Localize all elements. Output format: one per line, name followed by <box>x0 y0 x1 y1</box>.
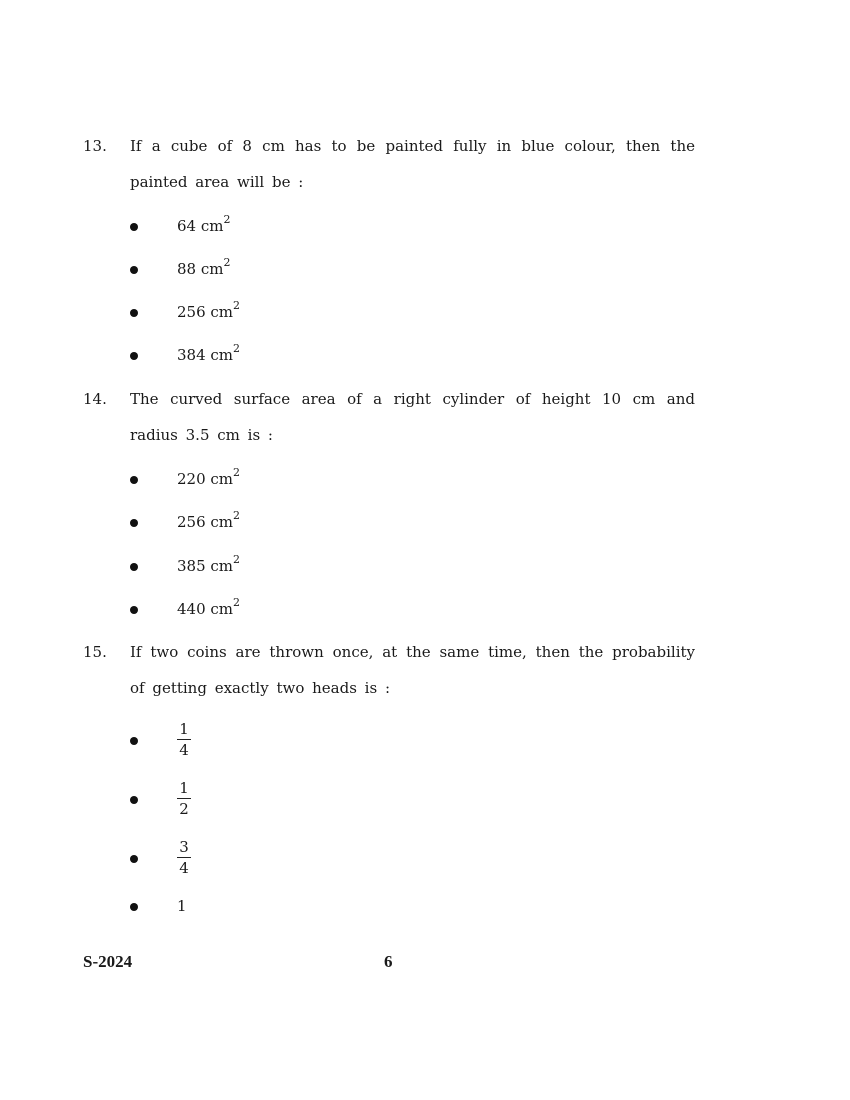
option-13-c[interactable] <box>0 294 850 334</box>
option-15-d[interactable] <box>0 888 850 928</box>
bullet-icon <box>130 223 138 231</box>
option-text: 220 $cm^2$ <box>177 466 241 488</box>
option-14-b[interactable] <box>0 504 850 544</box>
option-15-b[interactable] <box>0 779 850 819</box>
bullet-icon <box>130 606 138 614</box>
fraction-denominator: 4 <box>179 741 189 759</box>
option-14-a[interactable] <box>0 461 850 501</box>
bullet-icon <box>130 903 138 911</box>
bullet-icon <box>130 737 138 745</box>
bullet-icon <box>130 266 138 274</box>
paper-code: S-2024 <box>83 952 133 971</box>
option-text: 385 $cm^2$ <box>177 553 241 575</box>
option-14-d[interactable] <box>0 591 850 631</box>
fraction-numerator: 1 <box>177 720 191 740</box>
question-text: If a cube of 8 cm has to be painted fully in blue colour, then the painted area will be : <box>130 137 695 191</box>
fraction <box>177 779 191 818</box>
question-text: If two coins are thrown once, at the same time, then the probability of getting exactly two heads is : <box>130 643 695 697</box>
fraction <box>177 720 191 759</box>
option-text: 384 $cm^2$ <box>177 342 241 364</box>
page-number: 6 <box>384 952 393 971</box>
option-text: 440 $cm^2$ <box>177 596 241 618</box>
option-text: 64 $cm^2$ <box>177 213 231 235</box>
bullet-icon <box>130 352 138 360</box>
fraction-denominator: 2 <box>179 800 189 818</box>
option-text: 1 <box>177 897 187 915</box>
fraction-denominator: 4 <box>179 859 189 877</box>
fraction-numerator: 3 <box>177 838 191 858</box>
bullet-icon <box>130 563 138 571</box>
fraction-numerator: 1 <box>177 779 191 799</box>
bullet-icon <box>130 855 138 863</box>
option-text: 256 $cm^2$ <box>177 509 241 531</box>
bullet-icon <box>130 476 138 484</box>
bullet-icon <box>130 796 138 804</box>
option-15-a[interactable] <box>0 720 850 760</box>
bullet-icon <box>130 309 138 317</box>
question-number: 13. <box>83 137 107 155</box>
bullet-icon <box>130 519 138 527</box>
question-number: 14. <box>83 390 107 408</box>
option-13-b[interactable] <box>0 251 850 291</box>
option-text: 256 $cm^2$ <box>177 299 241 321</box>
option-15-c[interactable] <box>0 838 850 878</box>
fraction <box>177 838 191 877</box>
option-13-d[interactable] <box>0 337 850 377</box>
option-13-a[interactable] <box>0 208 850 248</box>
question-text: The curved surface area of a right cylinder of height 10 cm and radius 3.5 cm is : <box>130 390 695 444</box>
option-14-c[interactable] <box>0 548 850 588</box>
option-text: 88 $cm^2$ <box>177 256 231 278</box>
question-number: 15. <box>83 643 107 661</box>
